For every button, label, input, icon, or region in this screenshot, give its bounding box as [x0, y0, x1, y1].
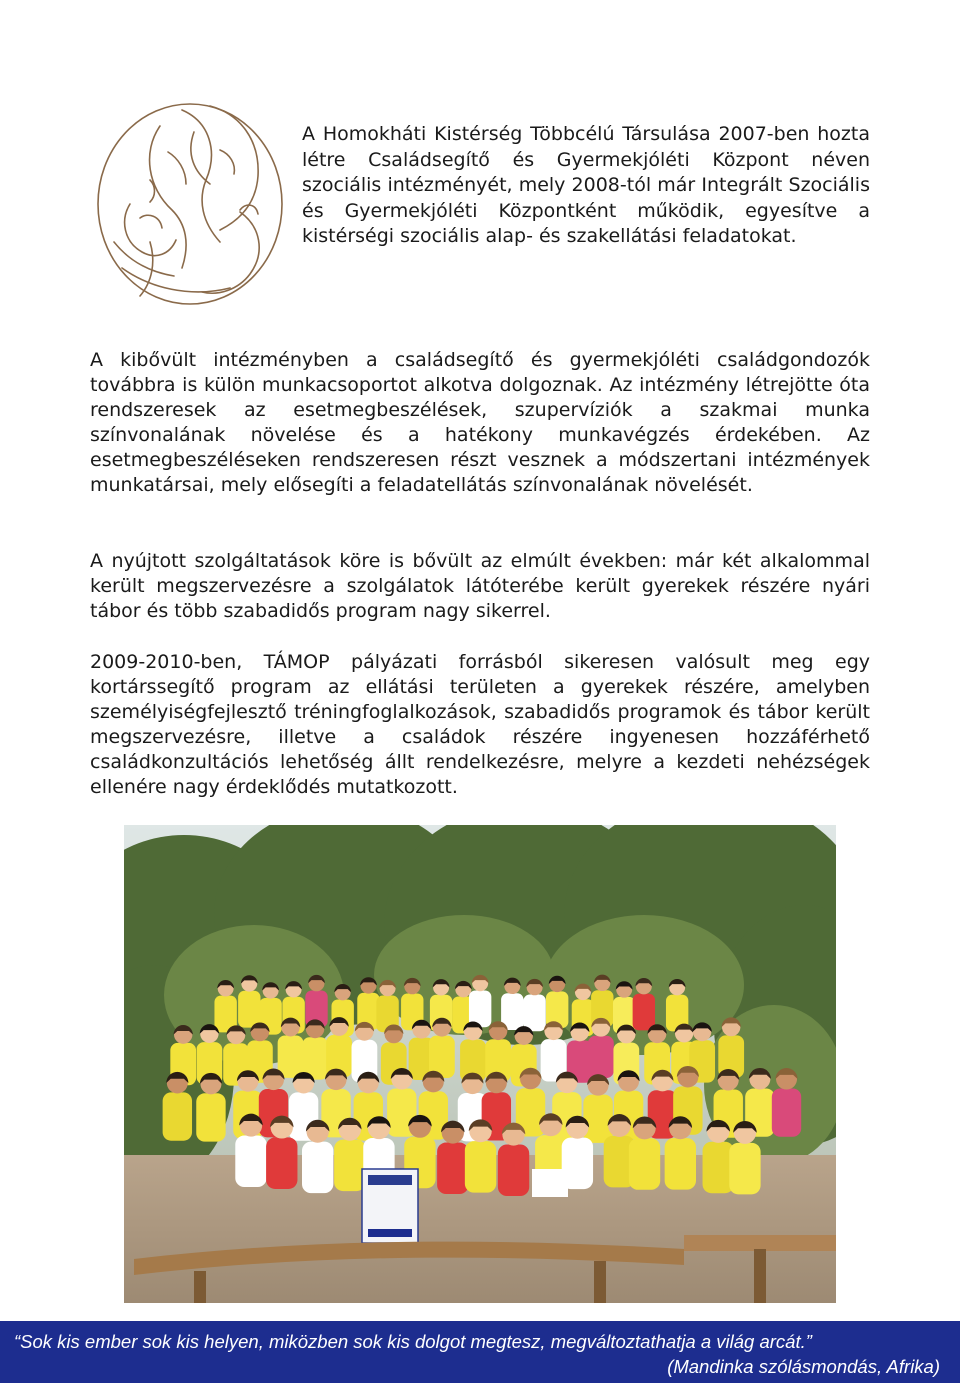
footer-quote-bar: [0, 1321, 960, 1383]
person-body: [465, 1141, 496, 1193]
person-body: [703, 1142, 734, 1194]
paragraph-team: A kibővült intézményben a családsegítő és gyermekjóléti családgondozók továbbra is külön munkacsoportot alkotva dolgoznak. Az intézmény létrejötte óta rendszeresek az esetmegbeszélések, szupervíziók a szakmai munka színvonalának növelése és a hatékony munkavégzés érdekében. Az esetmegbeszéléseken rendszeresen részt vesznek a módszertani intézmények munkatársai, mely elősegíti a feladatellátás színvonalának növelését.: [90, 349, 870, 496]
person-body: [278, 1036, 304, 1078]
person-body: [633, 994, 655, 1031]
person-body: [498, 1144, 529, 1196]
person-body: [334, 1140, 365, 1192]
person-body: [523, 995, 545, 1032]
person-body: [729, 1143, 760, 1195]
intro-paragraph: A Homokháti Kistérség Többcélú Társulása 2007-ben hozta létre Családsegítő és Gyermekjóléti Központ néven szociális intézményét, mely 2008-tól már Integrált Szociális és Gyermekjóléti Központként működik, egyesítve a kistérségi szociális alap- és szakellátási feladatokat.: [302, 123, 870, 247]
paragraph-tamop: 2009-2010-ben, TÁMOP pályázati forrásból sikeresen valósult meg egy kortárssegítő program az ellátási területen a gyerekek részére, amelyben személyiségfejlesztő tréningfoglalkozások, szabadidős programok és tábor került megszervezésre, illetve a családok részére ingyenesen hozzáférhető családkonzultációs lehetőség állt rendelkezésre, melyre a kezdeti nehézségek ellenére nagy érdeklődés mutatkozott.: [90, 651, 870, 798]
person-body: [238, 991, 260, 1028]
person-body: [163, 1092, 192, 1140]
footer-quote: “Sok kis ember sok kis helyen, miközben sok kis dolgot megtesz, megváltoztathatja a világ arcát.”: [14, 1331, 812, 1352]
group-photo: [124, 825, 836, 1303]
paragraph-services: A nyújtott szolgáltatások köre is bővült az elmúlt években: már két alkalommal került megszervezésre a szolgálatok látóterébe került gyerekek részére nyári tábor és több szabadidős program nagy sikerrel.: [90, 550, 870, 622]
person-body: [588, 1036, 614, 1078]
person-body: [665, 1138, 696, 1190]
mother-child-logo-icon: [90, 92, 290, 314]
person-body: [583, 1095, 612, 1143]
person-body: [437, 1143, 468, 1195]
person-body: [629, 1138, 660, 1190]
person-body: [196, 1093, 225, 1141]
person-body: [266, 1137, 297, 1189]
person-body: [235, 1136, 266, 1188]
person-body: [772, 1088, 801, 1136]
footer-attribution: (Mandinka szólásmondás, Afrika): [667, 1356, 940, 1377]
person-body: [302, 1142, 333, 1194]
